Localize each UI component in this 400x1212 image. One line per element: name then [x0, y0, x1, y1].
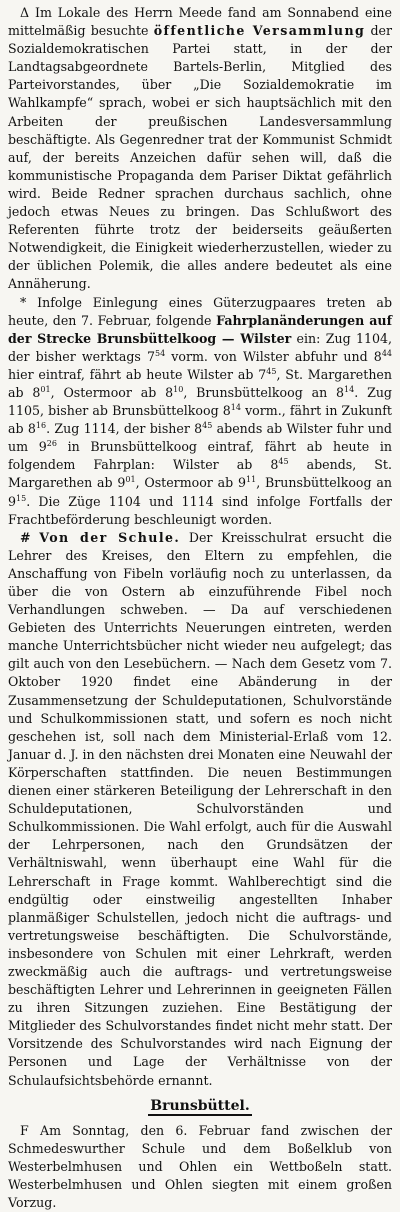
article-timetable-title: Fahrplanänderungen auf der Strecke Brunsbüttelkoog — Wilster	[8, 312, 392, 346]
timetable-text: , Ostermoor ab 8	[50, 384, 174, 400]
time-minutes: 01	[125, 475, 136, 485]
time-minutes: 15	[16, 493, 27, 503]
timetable-text: in Brunsbüttelkoog eintraf, fährt ab heute in folgendem Fahrplan: Wilster ab 8	[8, 439, 392, 473]
timetable-text: , Brunsbüttelkoog an 8	[183, 384, 345, 400]
article-school-title: Von der Schule.	[39, 529, 181, 545]
time-minutes: 45	[278, 457, 289, 467]
time-minutes: 16	[35, 420, 47, 430]
article-timetable	[8, 294, 392, 529]
time-minutes: 45	[202, 420, 213, 430]
article-school-body: Der Kreisschulrat ersucht die Lehrer des Kreises, den Eltern zu empfehlen, die Anschaffung von Fibeln vorläufig noch zu unterlassen, da über die von Ostern ab einzuführende Fibel noch Verhandlungen schweben. — Da auf verschiedenen Gebieten des Unterrichts Neuerungen eintreten, werden manche Unterrichtsbücher nicht wieder neu aufgelegt; das gilt auch von den Lesebüchern. — Nach dem Gesetz vom 7. Oktober 1920 findet eine Abänderung in der Zusammensetzung der Schuldeputationen, Schulvorstände und Schulkommissionen statt, und sofern es noch nicht geschehen ist, soll nach dem Ministerial-Erlaß vom 12. Januar d. J. in den nächsten drei Monaten eine Neuwahl der Körperschaften stattfinden. Die neuen Bestimmungen dienen einer stärkeren Beteiligung der Lehrerschaft in den Schuldeputationen, Schulvorständen und Schulkommissionen. Die Wahl erfolgt, auch für die Auswahl der Lehrpersonen, nach den Grundsätzen der Verhältniswahl, wenn überhaupt eine Wahl für die Lehrerschaft in Frage kommt. Wahlberechtigt sind die endgültig oder einstweilig angestellten Inhaber planmäßiger Schulstellen, jedoch nicht die auftrags- und vertretungsweise beschäftigten. Die Schulvorstände, insbesondere von Schulen mit einer Lehrkraft, werden zweckmäßig auch die auftrags- und vertretungsweise beschäftigten Lehrer und Lehrerinnen in geeigneten Fällen zu ihren Sitzungen zuziehen. Eine Bestätigung der Mitglieder des Schulvorstandes findet nicht mehr statt. Der Vorsitzende des Schulvorstandes wird nach Eignung der Personen und Lage der Verhältnisse von der Schulaufsichtsbehörde ernannt.	[8, 529, 392, 1088]
article-timetable-intro: * Infolge Einlegung eines Güterzugpaares treten ab heute, den 7. Februar, folgende	[8, 294, 392, 328]
time-minutes: 10	[173, 384, 184, 394]
time-minutes: 14	[344, 384, 355, 394]
timetable-text: . Zug 1105, bisher ab Brunsbüttelkoog 8	[8, 384, 392, 419]
section-heading-text: Brunsbüttel.	[150, 1097, 250, 1114]
time-minutes: 54	[154, 348, 166, 358]
time-minutes: 01	[40, 384, 51, 394]
section-heading	[8, 1094, 392, 1118]
article-sport-marker: F	[20, 1122, 29, 1138]
article-school	[8, 529, 392, 1090]
timetable-text: . Die Züge 1104 und 1114 sind infolge Fortfalls der Frachtbeförderung beschleunigt worden.	[8, 493, 392, 527]
article-sport-body: Am Sonntag, den 6. Februar fand zwischen der Schmedeswurther Schule und dem Boßelklub von Westerbelmhusen und Ohlen ein Wettboßeln statt. Westerbelmhusen und Ohlen siegten mit einem großen Vorzug.	[8, 1122, 392, 1210]
timetable-text: vorm., fährt in Zukunft ab 8	[8, 403, 392, 437]
article-sport	[8, 1122, 392, 1212]
timetable-text: abends, St. Margarethen ab 9	[8, 457, 392, 491]
time-minutes: 11	[246, 475, 257, 485]
timetable-text: vorm. von Wilster abfuhr und 8	[165, 348, 382, 364]
timetable-text: ein: Zug 1104, der bisher werktags 7	[8, 330, 392, 364]
article-meeting-lead: Δ Im Lokale des Herrn Meede fand am Sonnabend eine mittelmäßig besuchte	[8, 5, 392, 39]
time-minutes: 44	[381, 348, 392, 358]
timetable-text: abends ab Wilster fuhr und um 9	[8, 421, 392, 455]
timetable-text: , Ostermoor ab 9	[135, 475, 246, 491]
timetable-text: . Zug 1114, der bisher 8	[46, 421, 203, 437]
time-minutes: 26	[46, 439, 57, 449]
timetable-text: , St. Margarethen ab 8	[8, 366, 392, 400]
article-meeting	[8, 4, 392, 294]
time-minutes: 14	[230, 402, 241, 412]
timetable-text: hier eintraf, fährt ab heute Wilster ab 7	[8, 366, 267, 382]
timetable-text: , Brunsbüttelkoog an 9	[8, 475, 392, 509]
article-school-marker: #	[20, 529, 31, 545]
article-meeting-highlight: öffentliche Versammlung	[153, 23, 366, 39]
article-meeting-body: der Sozialdemokratischen Partei statt, in der der Landtagsabgeordnete Bartels-Berlin, Mitglied des Parteivorstandes, über „Die Sozialdemokratie im Wahlkampfe“ sprach, wobei er sich hauptsächlich mit den Arbeiten der preußischen Landesversammlung beschäftigte. Als Gegenredner trat der Kommunist Schmidt auf, der bereits Anzeichen dafür sehen will, daß die kommunistische Propaganda dem Pariser Diktat gefährlich wird. Beide Redner sprachen durchaus sachlich, ohne jedoch etwas Neues zu bringen. Das Schlußwort des Referenten führte trotz der beiderseits geäußerten Notwendigkeit, die Einigkeit wiederherzustellen, wieder zu der üblichen Polemik, die alles andere bedeutet als eine Annäherung.	[8, 23, 392, 292]
time-minutes: 45	[266, 366, 277, 376]
